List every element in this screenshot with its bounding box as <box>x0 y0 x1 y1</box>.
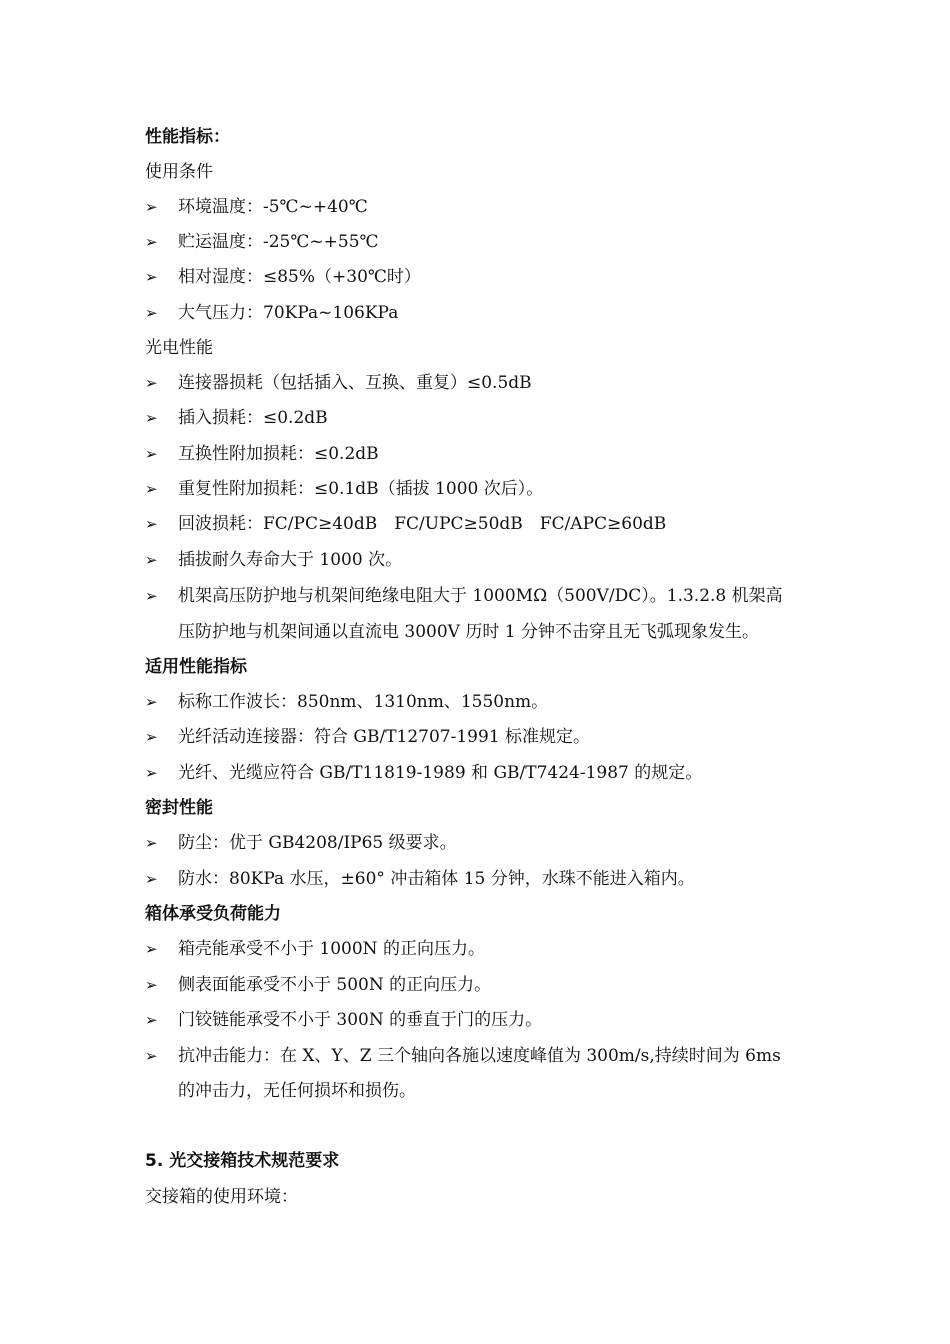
list-item: 机架高压防护地与机架间绝缘电阻大于 1000MΩ（500V/DC）。1.3.2.8 机架高 <box>178 586 783 606</box>
bullet-icon: ➢ <box>145 409 158 427</box>
list-item: 贮运温度：-25℃~+55℃ <box>178 232 379 252</box>
list-item-continuation: 的冲击力，无任何损坏和损伤。 <box>178 1081 416 1101</box>
list-item: 重复性附加损耗：≤0.1dB（插拔 1000 次后）。 <box>178 479 544 499</box>
list-item: 门铰链能承受不小于 300N 的垂直于门的压力。 <box>178 1010 543 1030</box>
section-heading-applicable: 适用性能指标 <box>145 657 247 677</box>
bullet-icon: ➢ <box>145 764 158 782</box>
list-item: 抗冲击能力：在 X、Y、Z 三个轴向各施以速度峰值为 300m/s,持续时间为 6ms <box>178 1046 781 1066</box>
bullet-icon: ➢ <box>145 976 158 994</box>
list-item: 光纤、光缆应符合 GB/T11819-1989 和 GB/T7424-1987 的规定。 <box>178 763 703 783</box>
list-item: 箱壳能承受不小于 1000N 的正向压力。 <box>178 939 485 959</box>
bullet-icon: ➢ <box>145 940 158 958</box>
bullet-icon: ➢ <box>145 515 158 533</box>
bullet-icon: ➢ <box>145 445 158 463</box>
bullet-icon: ➢ <box>145 693 158 711</box>
bullet-icon: ➢ <box>145 198 158 216</box>
list-item: 标称工作波长：850nm、1310nm、1550nm。 <box>178 692 549 712</box>
list-item: 回波损耗：FC/PC≥40dB FC/UPC≥50dB FC/APC≥60dB <box>178 514 667 534</box>
bullet-icon: ➢ <box>145 304 158 322</box>
bullet-icon: ➢ <box>145 233 158 251</box>
bullet-icon: ➢ <box>145 480 158 498</box>
list-item: 防水：80KPa 水压，±60° 冲击箱体 15 分钟，水珠不能进入箱内。 <box>178 869 695 889</box>
bullet-icon: ➢ <box>145 587 158 605</box>
section-heading-sealing: 密封性能 <box>145 798 213 818</box>
bullet-icon: ➢ <box>145 374 158 392</box>
list-item: 插拔耐久寿命大于 1000 次。 <box>178 550 403 570</box>
section-heading-load: 箱体承受负荷能力 <box>145 904 281 924</box>
list-item: 插入损耗：≤0.2dB <box>178 408 328 428</box>
list-item: 大气压力：70KPa~106KPa <box>178 303 399 323</box>
subheading-optical: 光电性能 <box>145 338 213 358</box>
bullet-icon: ➢ <box>145 870 158 888</box>
list-item: 环境温度：-5℃~+40℃ <box>178 197 368 217</box>
list-item: 侧表面能承受不小于 500N 的正向压力。 <box>178 975 492 995</box>
bullet-icon: ➢ <box>145 1011 158 1029</box>
subheading-use-conditions: 使用条件 <box>145 162 213 182</box>
bullet-icon: ➢ <box>145 834 158 852</box>
list-item: 光纤活动连接器：符合 GB/T12707-1991 标准规定。 <box>178 727 591 747</box>
list-item: 防尘：优于 GB4208/IP65 级要求。 <box>178 833 457 853</box>
bullet-icon: ➢ <box>145 268 158 286</box>
section-heading-5: 5. 光交接箱技术规范要求 <box>145 1151 340 1171</box>
bullet-icon: ➢ <box>145 551 158 569</box>
list-item-continuation: 压防护地与机架间通以直流电 3000V 历时 1 分钟不击穿且无飞弧现象发生。 <box>178 622 759 642</box>
bullet-icon: ➢ <box>145 1047 158 1065</box>
bullet-icon: ➢ <box>145 728 158 746</box>
list-item: 互换性附加损耗：≤0.2dB <box>178 444 379 464</box>
paragraph-line: 交接箱的使用环境： <box>145 1187 298 1207</box>
list-item: 相对湿度：≤85%（+30℃时） <box>178 267 421 287</box>
section-heading-performance: 性能指标： <box>145 127 230 147</box>
list-item: 连接器损耗（包括插入、互换、重复）≤0.5dB <box>178 373 532 393</box>
